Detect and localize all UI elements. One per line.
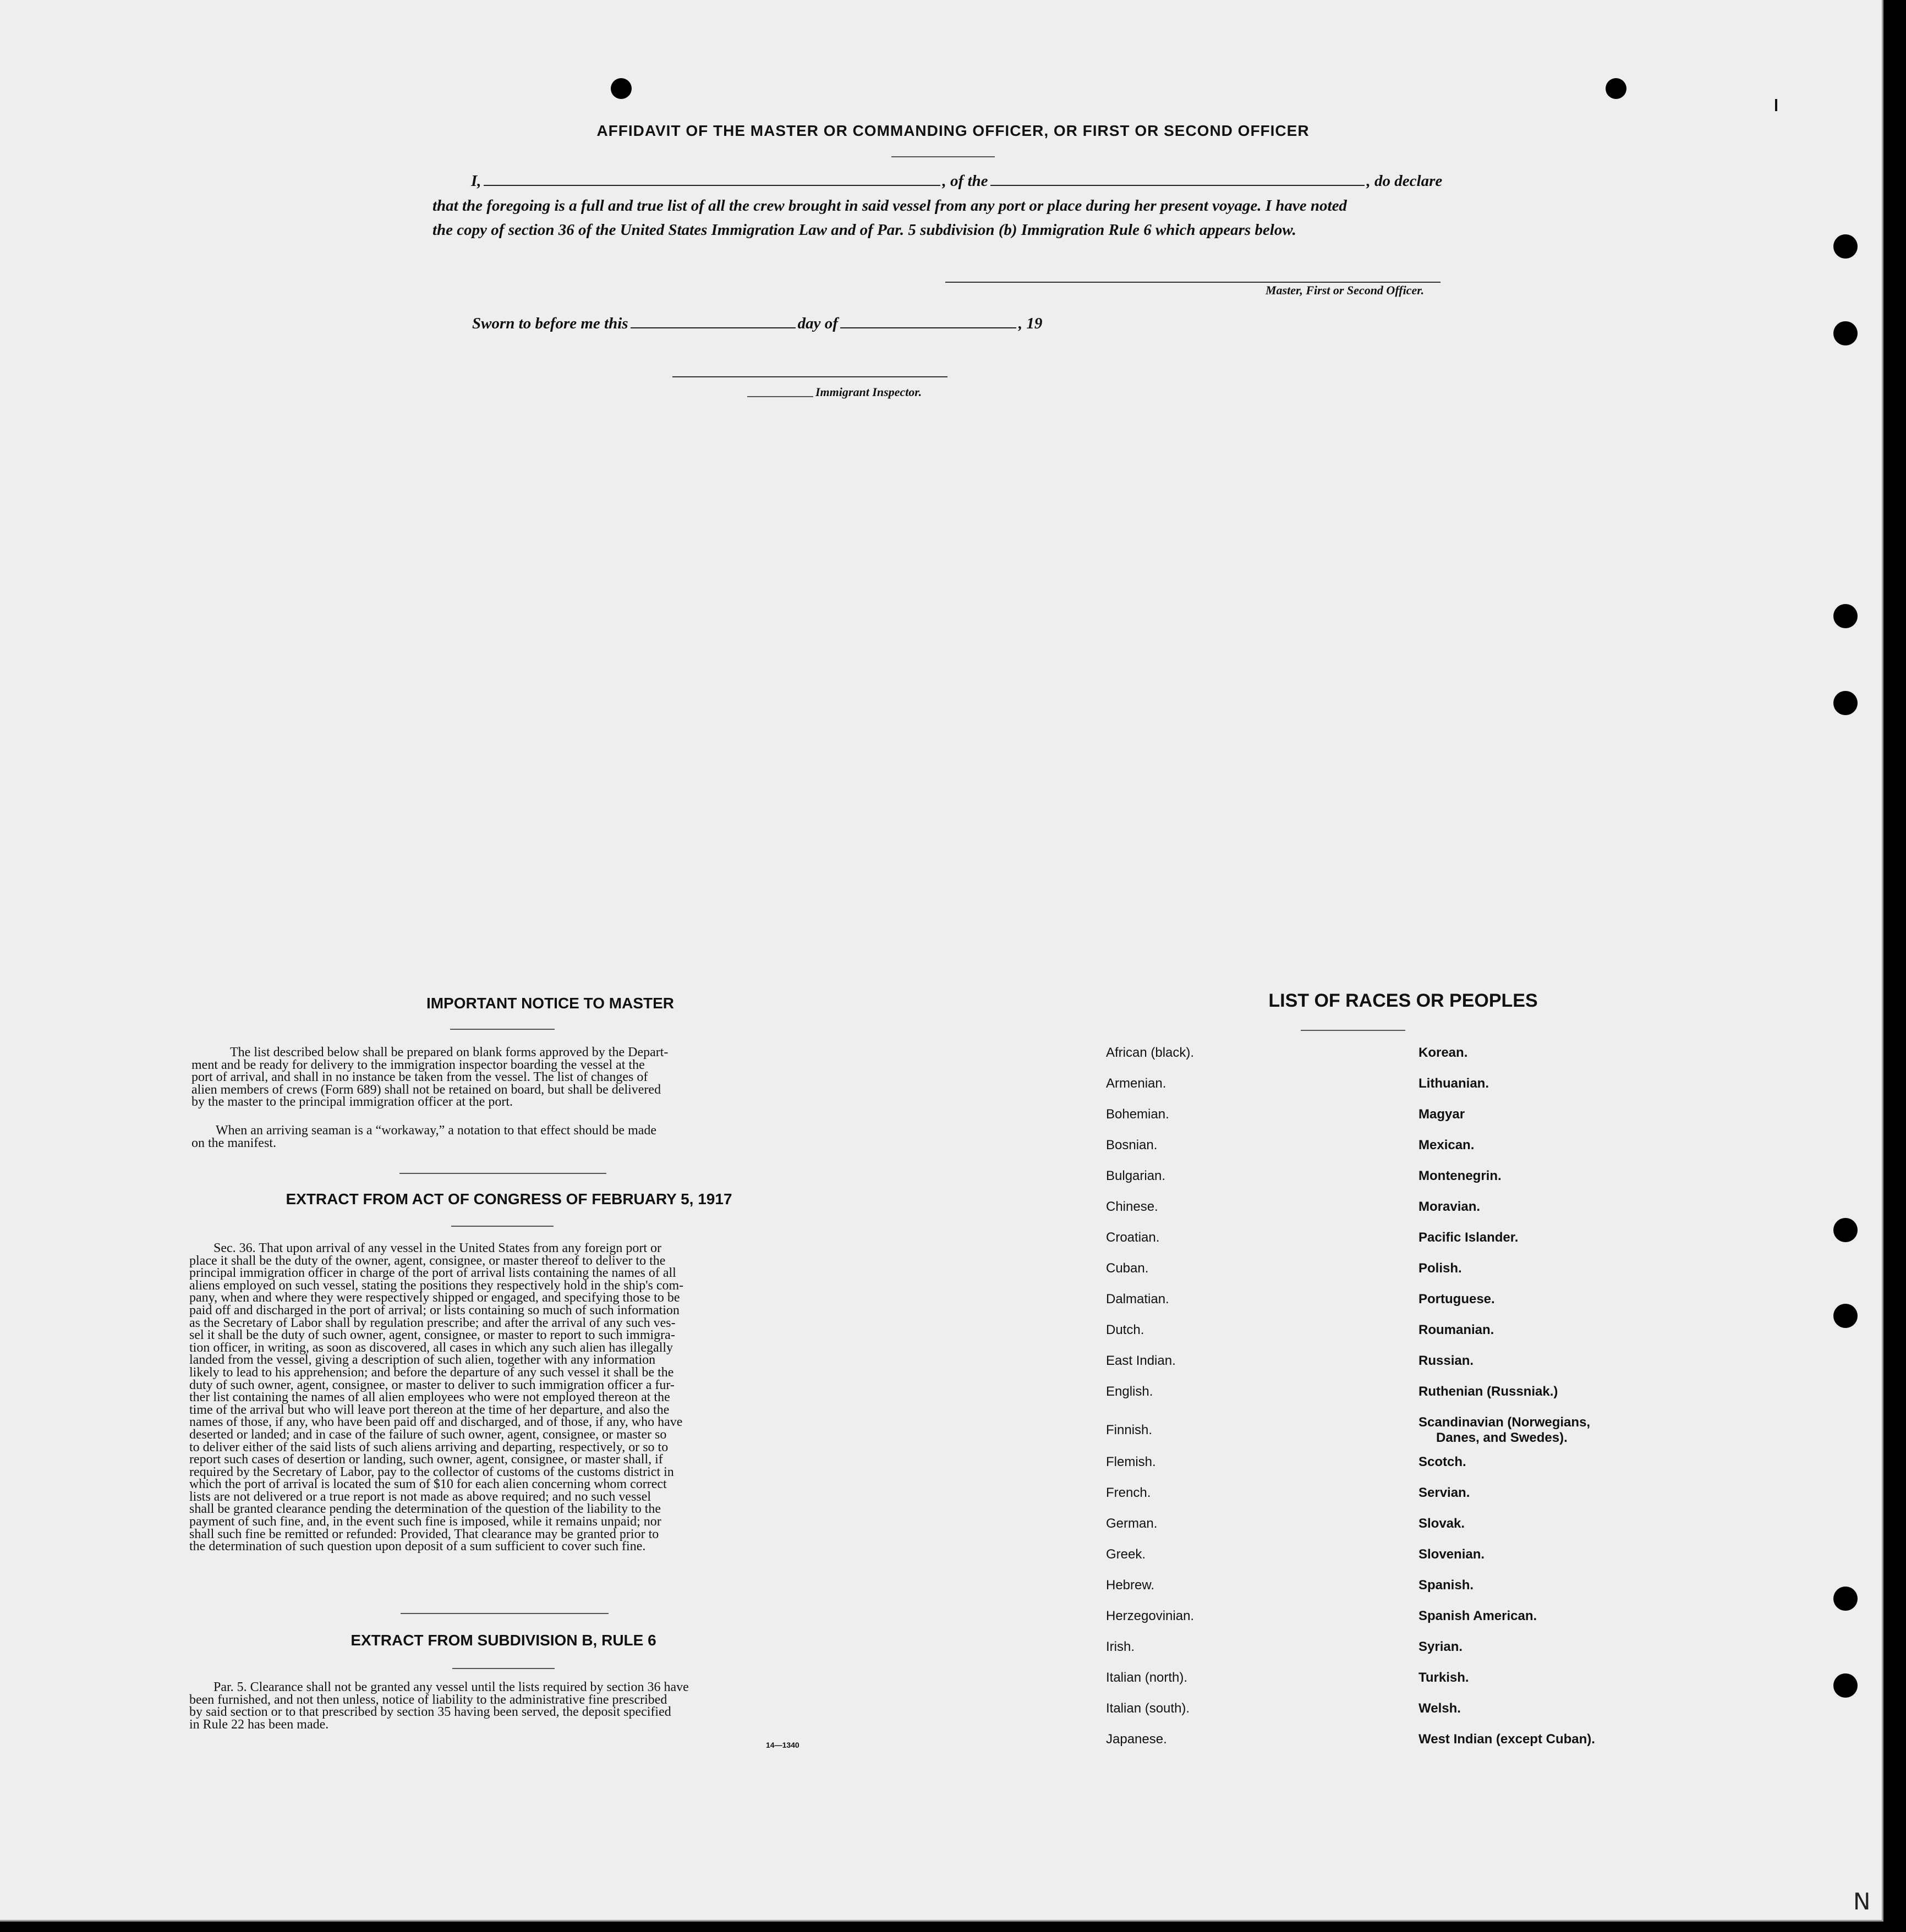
declarant-prefix: I, <box>471 172 481 190</box>
race-item: Russian. <box>1418 1353 1474 1368</box>
corner-pencil-mark: N <box>1853 1888 1871 1915</box>
race-item: Scotch. <box>1418 1455 1466 1469</box>
race-item: Welsh. <box>1418 1701 1461 1716</box>
text-line: When an arriving seaman is a “workaway,” a notation to that effect should be made <box>216 1123 657 1138</box>
race-item: Cuban. <box>1106 1261 1149 1276</box>
declarant-name-field[interactable] <box>484 185 940 186</box>
race-item: Spanish American. <box>1418 1609 1537 1623</box>
text-line: duty of such owner, agent, consignee, or master to deliver to such immigration officer a fur- <box>189 1377 675 1392</box>
stray-mark <box>1775 99 1777 111</box>
race-item: Ruthenian (Russniak.) <box>1418 1384 1558 1399</box>
punch-hole-side <box>1833 691 1858 715</box>
race-item: Irish. <box>1106 1639 1135 1654</box>
race-item: Herzegovinian. <box>1106 1609 1195 1623</box>
race-item: Italian (north). <box>1106 1670 1188 1685</box>
race-item: Mexican. <box>1418 1138 1475 1152</box>
race-item: French. <box>1106 1485 1151 1500</box>
sworn-day-field[interactable] <box>631 327 796 328</box>
race-item: Bohemian. <box>1106 1107 1169 1122</box>
text-line: by said section or to that prescribed by section 35 having been served, the deposit specified <box>189 1705 671 1720</box>
race-item: Bosnian. <box>1106 1138 1158 1152</box>
race-item: East Indian. <box>1106 1353 1176 1368</box>
punch-hole-side <box>1833 1218 1858 1242</box>
text-line: aliens employed on such vessel, stating the positions they respectively hold in the ship's com- <box>189 1278 684 1293</box>
race-item: Syrian. <box>1418 1639 1463 1654</box>
sworn-month-field[interactable] <box>840 327 1016 328</box>
text-line: principal immigration officer in charge of the port of arrival lists containing the names of all <box>189 1266 676 1281</box>
race-item-continuation: Danes, and Swedes). <box>1436 1430 1568 1445</box>
punch-hole-side <box>1833 234 1858 259</box>
race-item: Dutch. <box>1106 1322 1144 1337</box>
race-item: Finnish. <box>1106 1423 1153 1437</box>
race-item: West Indian (except Cuban). <box>1418 1732 1595 1747</box>
of-the-text: , of the <box>942 172 988 190</box>
race-item: Bulgarian. <box>1106 1168 1166 1183</box>
vessel-name-field[interactable] <box>990 185 1365 186</box>
text-line: report such cases of desertion or landing, such owner, agent, consignee, or master shall, if <box>189 1452 663 1467</box>
text-line: shall be granted clearance pending the determination of the question of the liability to the <box>189 1502 661 1517</box>
text-line: by the master to the principal immigration officer at the port. <box>191 1095 513 1110</box>
text-line: payment of such fine, and, in the event such fine is imposed, while it remains unpaid; nor <box>189 1514 661 1529</box>
race-item: Croatian. <box>1106 1230 1160 1245</box>
race-item: Spanish. <box>1418 1578 1474 1593</box>
text-line: shall such fine be remitted or refunded: Provided, That clearance may be granted prior to <box>189 1527 659 1541</box>
text-line: required by the Secretary of Labor, pay to the collector of customs of the customs district in <box>189 1464 674 1479</box>
do-declare-text: , do declare <box>1366 172 1443 190</box>
text-line: tion officer, in writing, as soon as discovered, all cases in which any such alien has illegally <box>189 1340 673 1355</box>
text-line: The list described below shall be prepared on blank forms approved by the Depart- <box>230 1045 669 1060</box>
race-item: Flemish. <box>1106 1455 1156 1469</box>
text-line: likely to lead to his apprehension; and before the departure of any such vessel it shall be the <box>189 1365 674 1380</box>
text-line: ther list containing the names of all alien employees who were not employed thereon at the <box>189 1390 670 1405</box>
text-line: alien members of crews (Form 689) shall not be retained on board, but shall be delivered <box>191 1082 661 1097</box>
text-line: on the manifest. <box>191 1135 276 1150</box>
notice-paragraph-1 <box>191 1046 813 1108</box>
day-of-text: day of <box>797 315 838 332</box>
section-divider <box>399 1173 606 1174</box>
notice-paragraph-2 <box>191 1124 813 1149</box>
race-item: Roumanian. <box>1418 1322 1494 1337</box>
rule-extract-title: EXTRACT FROM SUBDIVISION B, RULE 6 <box>350 1632 656 1649</box>
inspector-signature-line[interactable] <box>672 376 947 377</box>
text-line: sel it shall be the duty of such owner, agent, consignee, or master to report to such immigra- <box>189 1328 675 1343</box>
text-line: been furnished, and not then unless, notice of liability to the administrative fine prescribed <box>189 1692 667 1707</box>
race-item: Chinese. <box>1106 1199 1158 1214</box>
race-item: Pacific Islander. <box>1418 1230 1519 1245</box>
signature-line[interactable] <box>945 282 1441 283</box>
punch-hole-side <box>1833 1673 1858 1698</box>
text-line: names of those, if any, who have been paid off and discharged, and of those, if any, who have <box>189 1415 683 1430</box>
signature-caption: Master, First or Second Officer. <box>1266 283 1425 297</box>
race-item: Polish. <box>1418 1261 1462 1276</box>
race-item: Montenegrin. <box>1418 1168 1502 1183</box>
inspector-caption: Immigrant Inspector. <box>815 385 922 399</box>
punch-hole-side <box>1833 604 1858 628</box>
text-line: place it shall be the duty of the owner, agent, consignee, or master thereof to deliver to the <box>189 1253 666 1268</box>
text-line: Par. 5. Clearance shall not be granted any vessel until the lists required by section 36 have <box>213 1680 689 1694</box>
section-36-text <box>189 1242 815 1553</box>
sworn-prefix: Sworn to before me this <box>472 315 628 332</box>
race-item: Dalmatian. <box>1106 1292 1169 1307</box>
race-item: Portuguese. <box>1418 1292 1495 1307</box>
text-line: deserted or landed; and in case of the failure of such owner, agent, consignee, or master so <box>189 1427 667 1442</box>
notice-title: IMPORTANT NOTICE TO MASTER <box>426 995 675 1012</box>
punch-hole-top-right <box>1606 78 1626 99</box>
sworn-line <box>472 315 1042 333</box>
year-prefix: , 19 <box>1018 315 1043 332</box>
text-line: to deliver either of the said lists of such aliens arriving and departing, respectively, or so to <box>189 1440 669 1455</box>
text-line: the determination of such question upon deposit of a sum sufficient to cover such fine. <box>189 1539 646 1554</box>
text-line: which the port of arrival is located the sum of $10 for each alien concerning whom correct <box>189 1477 667 1492</box>
text-line: ment and be ready for delivery to the immigration inspector boarding the vessel at the <box>191 1057 645 1072</box>
race-item: Scandinavian (Norwegians, <box>1418 1415 1591 1430</box>
text-line: pany, when and where they were respectively shipped or engaged, and specifying those to be <box>189 1291 680 1305</box>
text-line: in Rule 22 has been made. <box>189 1717 329 1732</box>
title-divider <box>891 156 995 157</box>
race-item: Greek. <box>1106 1547 1146 1562</box>
race-item: African (black). <box>1106 1045 1195 1060</box>
punch-hole-side <box>1833 1304 1858 1328</box>
punch-hole-side <box>1833 321 1858 345</box>
text-line: time of the arrival but who will leave port thereon at the time of her departure, and also the <box>189 1402 670 1417</box>
punch-hole-top-left <box>611 78 632 99</box>
punch-hole-side <box>1833 1587 1858 1611</box>
text-line: lists are not delivered or a true report is not made as above required; and no such vessel <box>189 1489 651 1504</box>
race-item: Korean. <box>1418 1045 1468 1060</box>
act-divider <box>451 1226 554 1227</box>
affidavit-title: AFFIDAVIT OF THE MASTER OR COMMANDING OFFICER, OR FIRST OR SECOND OFFICER <box>596 122 1310 139</box>
rule-6-text <box>189 1681 815 1731</box>
affidavit-statement-line: that the foregoing is a full and true list of all the crew brought in said vessel from any port or place during her present voyage. I have noted <box>432 197 1347 215</box>
race-item: Slovenian. <box>1418 1547 1485 1562</box>
race-item: Turkish. <box>1418 1670 1469 1685</box>
section-divider <box>401 1613 609 1614</box>
race-item: Armenian. <box>1106 1076 1166 1091</box>
race-item: Servian. <box>1418 1485 1470 1500</box>
text-line: port of arrival, and shall in no instance be taken from the vessel. The list of changes of <box>191 1070 648 1085</box>
race-item: English. <box>1106 1384 1153 1399</box>
rule-divider <box>452 1668 555 1669</box>
notice-divider <box>450 1029 555 1030</box>
affidavit-declaration-line <box>471 172 1442 190</box>
inspector-caption-leader <box>747 396 813 397</box>
text-line: as the Secretary of Labor shall by regulation prescribe; and after the arrival of any such ves- <box>189 1315 676 1330</box>
text-line: landed from the vessel, giving a description of such alien, together with any information <box>189 1353 656 1368</box>
race-item: Slovak. <box>1418 1516 1465 1531</box>
text-line: Sec. 36. That upon arrival of any vessel in the United States from any foreign port or <box>213 1241 662 1255</box>
race-item: Lithuanian. <box>1418 1076 1489 1091</box>
races-divider <box>1301 1030 1405 1031</box>
act-extract-title: EXTRACT FROM ACT OF CONGRESS OF FEBRUARY 5, 1917 <box>286 1190 732 1208</box>
race-item: Italian (south). <box>1106 1701 1190 1716</box>
race-item: Magyar <box>1418 1107 1465 1122</box>
races-title: LIST OF RACES OR PEOPLES <box>1268 990 1538 1011</box>
form-number: 14—1340 <box>766 1741 799 1749</box>
affidavit-statement-line: the copy of section 36 of the United States Immigration Law and of Par. 5 subdivision (b) Immigration Rule 6 which appears below. <box>432 221 1296 239</box>
race-item: Hebrew. <box>1106 1578 1155 1593</box>
race-item: Moravian. <box>1418 1199 1481 1214</box>
race-item: German. <box>1106 1516 1158 1531</box>
race-item: Japanese. <box>1106 1732 1167 1747</box>
text-line: paid off and discharged in the port of arrival; or lists containing so much of such information <box>189 1303 680 1318</box>
